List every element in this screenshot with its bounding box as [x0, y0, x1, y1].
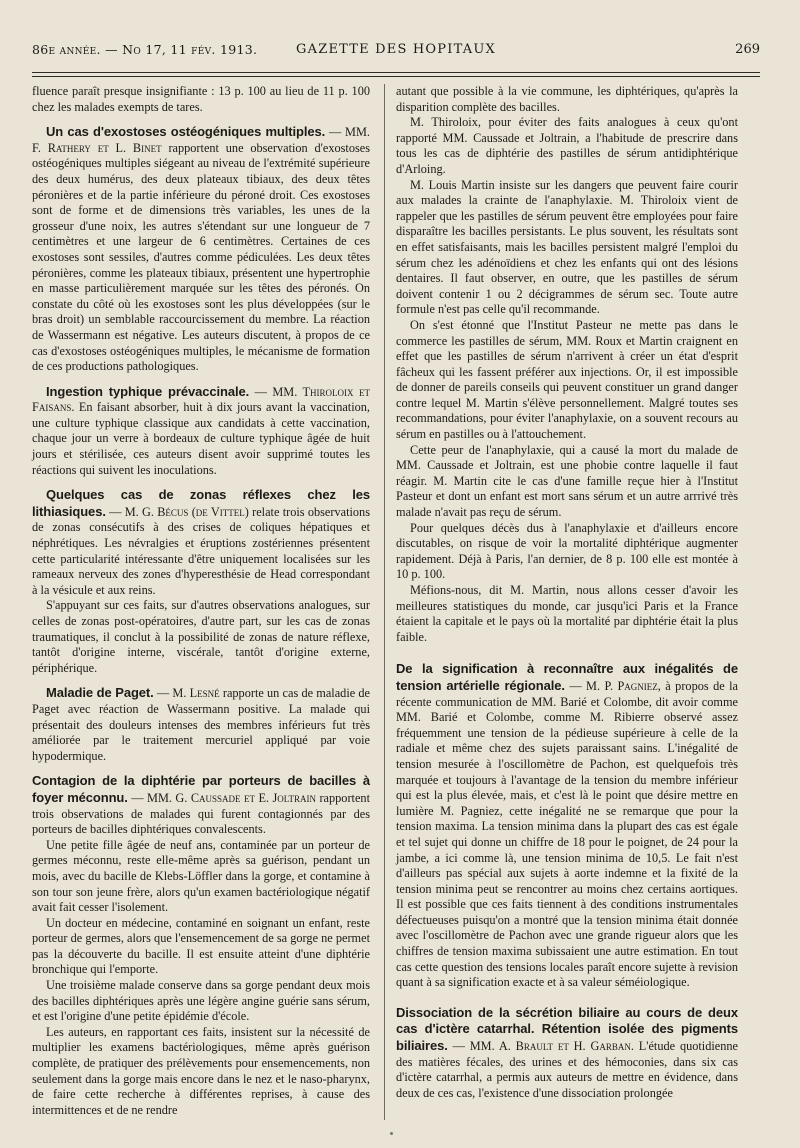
article-exostoses — [32, 124, 370, 375]
article-title: Dissociation de la sécrétion biliaire au cours de deux cas d'ictère catarrhal. Rétention isolée des pigments biliaires. — [396, 1004, 738, 1054]
article-title: Maladie de Paget. — [46, 685, 154, 701]
continued-paragraph: fluence paraît presque insignifiante : 13 p. 100 au lieu de 11 p. 100 chez les malades exempts de tares. — [32, 84, 370, 114]
article-paget — [32, 685, 370, 764]
article-authors: — MM. F. Rathery et L. Binet — [32, 125, 370, 155]
page-header — [32, 28, 760, 68]
article-title: Contagion de la diphtérie par porteurs de bacilles à foyer méconnu. — [32, 773, 370, 805]
article-text: L'étude quotidienne des matières fécales, des urines et des hémoconies, dans six cas d'ictère catarrhal, a permis aux auteurs de mettre en évidence, dans deux de ces cas, l'existence d'une dissociation prolongée — [396, 1039, 738, 1100]
article-paragraph: M. Louis Martin insiste sur les dangers que peuvent faire courir aux malades la crainte de l'anaphylaxie. M. Thiroloix vient de rappeler que les pastilles de sérum peuvent être employées pour faire disparaître les bacilles persistants. Le plus souvent, les résultats sont en effet satisfaisants, mais les bacilles persistent malgré l'emploi du sérum chez les adénoïdiens et chez les enfants qui ont des lésions dentaires. Il faut observer, en outre, que les pastilles de sérum doivent contenir 1 ou 2 décigrammes de sérum sec. Toute autre formule n'est pas celle qu'il recommande. — [396, 177, 738, 317]
header-rule-thin — [32, 76, 760, 77]
header-rule-thick — [32, 72, 760, 73]
article-text: En faisant absorber, huit à dix jours avant la vaccination, une culture typhique classique aux candidats à cette vaccination, chaque jour un verre à bordeaux de culture typhique âgée de huit jours et stérilisée, ces auteurs disent avoir supprimé toutes les réactions qui suivent les inoculations. — [32, 400, 371, 477]
article-diphtheria — [32, 773, 370, 1118]
article-paragraph: Méfions-nous, dit M. Martin, nous allons cesser d'avoir les meilleures statistiques du monde, car jusqu'ici Paris et la France étaient la capitale et le pays où la mortalité par diphtérie était la plus faible. — [396, 583, 738, 644]
article-paragraph: Pour quelques décès dus à l'anaphylaxie et d'ailleurs encore discutables, on risque de voir la mortalité diphtérique augmenter rapidement. Déjà à Paris, l'an dernier, de 8 p. 100 elle est montée à 10 p. 100. — [396, 520, 738, 582]
article-paragraph: Un docteur en médecine, contaminé en soignant un enfant, reste porteur de germes, alors que l'ensemencement de sa gorge ne permet pas la découverte du bacille. Il est ensuite atteint d'une diphtérie bronchique qui l'emporte. — [32, 915, 370, 977]
article-title: Quelques cas de zonas réflexes chez les lithiasiques. — [32, 487, 370, 519]
article-bile — [396, 1005, 738, 1102]
article-authors: — MM. Thiroloix et Faisans. — [32, 384, 370, 415]
article-authors: — M. Lesné — [156, 686, 220, 701]
article-paragraph: On s'est étonné que l'Institut Pasteur ne mette pas dans le commerce les pastilles de sérum, MM. Roux et Martin craignent en effet que les pastilles de sérum n'arrivent à créer un état d'esprit fâcheux qui les fassent préférer aux injections. Or, il est impossible de donner de pareils conseils qui peuvent constituer un grand danger contre lequel M. Martin s'élève personnellement. Malgré toutes ses recommandations, pour éviter l'anaphylaxie, on a souvent recours au sérum en pastilles ou à l'attouchement. — [396, 317, 738, 442]
article-paragraph: M. Thiroloix, pour éviter des faits analogues à ceux qu'ont rapporté MM. Caussade et Joltrain, a l'habitude de prescrire dans tous les cas de diphtérie des pastilles de sérum antidiphtérique d'Arloing. — [396, 115, 738, 176]
article-paragraph: Une troisième malade conserve dans sa gorge pendant deux mois des bacilles diphtériques après une légère angine guérie sans sérum, et est l'origine d'une petite épidémie d'école. — [32, 978, 370, 1024]
ink-speck — [390, 1132, 393, 1135]
article-title: De la signification à reconnaître aux inégalités de tension artérielle régionale. — [396, 661, 738, 693]
article-paragraph: Les auteurs, en rapportant ces faits, insistent sur la nécessité de multiplier les examens bactériologiques, même après guérison complète, de pratiquer des prélèvements pour ensemencements, non seulement dans la gorge mais encore dans le nez et le naso-pharynx, de faire cette recherche à différentes reprises, à cause des intermittences et de ne rendre — [32, 1024, 370, 1117]
article-text: rapportent trois observations de malades qui furent contagionnés par des porteurs de bacilles diphtériques convalescents. — [32, 790, 370, 837]
article-text: rapportent une observation d'exostoses ostéogéniques multiples siégeant au niveau de l'extrémité supérieure des deux humérus, des deux plateaux tibiaux, des deux têtes péronières et de la partie inférieure du péroné droit. Ces exostoses sont de forme et de dimensions très variables, les unes de la grosseur d'une noix, les autres s'étendant sur une longueur de 7 centimètres et une largeur de 6 centimètres. Certaines de ces exostoses sont sessiles, d'autres comme pédiculées. Les deux têtes péronières, comme les plateaux tibiaux, présentent une hypertrophie en masse particulièrement marquée sur les têtes des péronés. On constate du côté où les exostoses sont les plus développées (sur le bras droit) un semblable raccourcissement du membre. La réaction de Wassermann est négative. Les auteurs discutent, à propos de ce cas d'exostoses ostéogéniques multiples, le mécanisme de formation de ces productions pathologiques. — [32, 140, 370, 374]
right-column — [396, 84, 738, 1101]
article-paragraph: S'appuyant sur ces faits, sur d'autres observations analogues, sur celles de zonas post-opératoires, d'autre part, sur les cas de zonas traumatiques, il conclut à la possibilité de zonas de nature réflexe, tantôt d'origine interne, viscérale, tantôt d'origine externe, périphérique. — [32, 598, 370, 675]
article-authors: — M. P. Pagniez, — [569, 678, 661, 693]
article-authors: — MM. A. Brault et H. Garban. — [452, 1039, 634, 1054]
journal-title: GAZETTE DES HOPITAUX — [296, 42, 496, 57]
column-divider — [384, 84, 385, 1120]
article-text: à propos de la récente communication de MM. Barié et Colombe, dit avoir comme MM. Barié et Colombe, comme M. Ribierre observé assez fréquemment une tension de la pédieuse supérieure à celle de la radiale et même chez des sujets paraissant sains. L'inégalité de tension mesurée à l'oscillomètre de Pachon, est quelquefois très marquée et toujours à l'avantage de la tension du membre inférieur qui est la plus élevée, mais, et c'est là le point que désire mettre en lumière M. Pagniez, cette inégalité ne se remarque que pour la tension maxima. La tension minima dans la plupart des cas est égale et tel sujet qui donne un chiffre de 18 pour le poignet, de 24 pour la jambe, a ici comme là, une tension minima de 10,5. Le fait n'est d'ailleurs pas spécial aux sujets à aorte indemne et la fixité de la tension minima peut se rencontrer au moins chez certains aortiques. Il est possible que ces faits tiennent à des conditions instrumentales défectueuses puisqu'on a montré que la tension minima était donnée avec l'oscillomètre de Pachon avec une grande rigueur alors que les chiffres de tension maxima subissaient une autre estimation. En tout cas cette question des tensions locales paraît encore sujette à revision quant à sa signification exacte et à sa valeur séméiologique. — [396, 678, 738, 990]
article-authors: — MM. G. Caussade et E. Joltrain — [131, 790, 316, 805]
article-zona — [32, 487, 370, 676]
article-text: relate trois observations de zonas consécutifs à des crises de coliques hépatiques et néphrétiques. Les névralgies et éruptions zostériennes présentent cette particularité intéressante d'être uniquement localisées sur les rameaux nerveux des zones d'hyperesthésie de Head correspondant à la vésicule et aux reins. — [32, 504, 370, 597]
page-number: 269 — [735, 42, 760, 57]
article-tension — [396, 661, 738, 990]
article-title: Un cas d'exostoses ostéogéniques multiples. — [46, 124, 326, 140]
article-paragraph: Cette peur de l'anaphylaxie, qui a causé la mort du malade de MM. Caussade et Joltrain, est une phobie contre laquelle il faut réagir. M. Martin cite le cas d'une famille reçue hier à l'Institut Pasteur et dont un enfant est mort sans sérum et un autre arrrivé très malade n'avait pas reçu de sérum. — [396, 442, 738, 520]
left-column — [32, 84, 370, 1118]
article-typhoid — [32, 384, 370, 479]
issue-line: 86e année. — No 17, 11 fév. 1913. — [32, 42, 258, 57]
article-text: rapporte un cas de maladie de Paget avec réaction de Wassermann positive. La malade qui présentait des douleurs intenses des membres inférieurs fut très améliorée par le traitement mercuriel appliqué par voie hypodermique. — [32, 686, 371, 763]
article-paragraph: Une petite fille âgée de neuf ans, contaminée par un porteur de germes méconnu, reste elle-même après sa guérison, pendant un mois, avec du bacille de Klebs-Löffler dans la gorge, et contamine à son tour son jeune frère, alors qu'un examen bactériologique négatif avait fait cesser l'isolement. — [32, 837, 370, 915]
article-authors: — M. G. Bécus (de Vittel) — [109, 504, 249, 519]
article-title: Ingestion typhique prévaccinale. — [46, 383, 250, 399]
continued-paragraph: autant que possible à la vie commune, les diphtériques, qu'après la disparition complète des bacilles. — [396, 84, 738, 114]
